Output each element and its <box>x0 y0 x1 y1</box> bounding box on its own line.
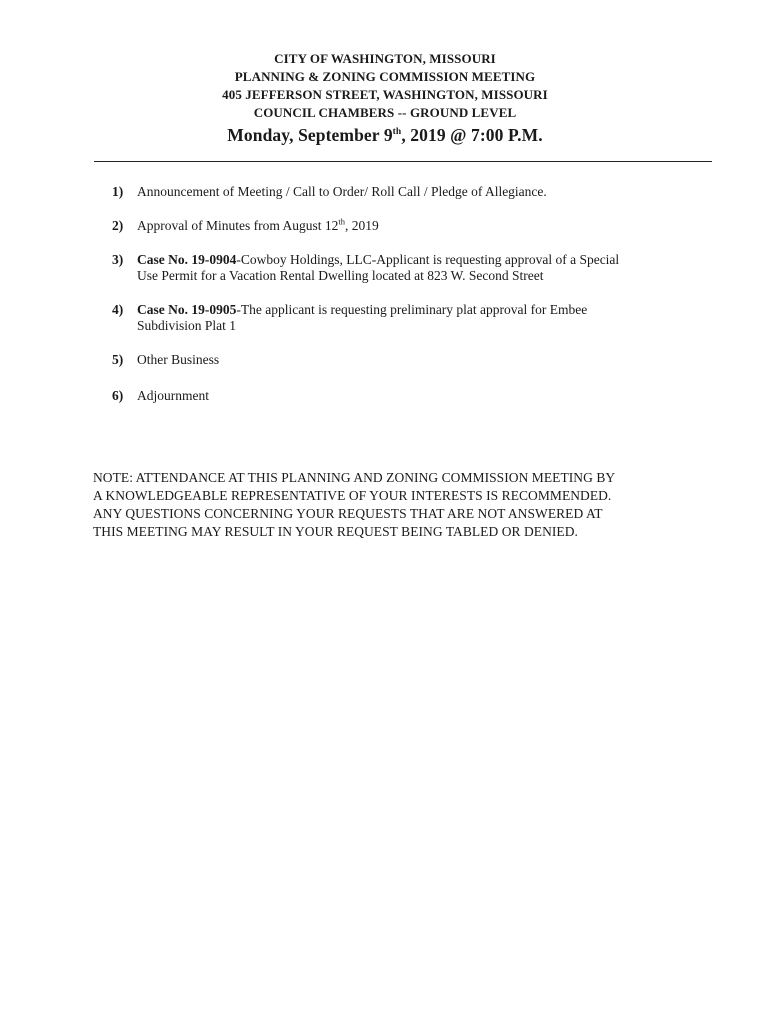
attendance-note <box>93 469 693 541</box>
case-number: Case No. 19-0905 <box>137 302 237 317</box>
agenda-item-line <box>137 302 704 318</box>
agenda-item-number: 2) <box>112 218 124 233</box>
header-city: CITY OF WASHINGTON, MISSOURI <box>274 51 496 66</box>
agenda-item-text: -Cowboy Holdings, LLC-Applicant is requesting approval of a Special <box>236 252 620 267</box>
agenda-item-number: 1) <box>112 184 124 199</box>
agenda-item-text: Other Business <box>137 352 220 367</box>
agenda-list <box>104 184 704 404</box>
agenda-item-text: Adjournment <box>137 388 209 403</box>
note-line: A KNOWLEDGEABLE REPRESENTATIVE OF YOUR INTERESTS IS RECOMMENDED. <box>93 488 612 503</box>
agenda-item-text-suffix: , 2019 <box>345 218 379 233</box>
agenda-item-text-continued: Use Permit for a Vacation Rental Dwelling located at 823 W. Second Street <box>137 268 544 283</box>
case-number: Case No. 19-0904 <box>137 252 237 267</box>
meeting-date-suffix: , 2019 @ 7:00 P.M. <box>401 125 543 145</box>
meeting-date-ordinal: th <box>392 127 402 138</box>
agenda-item-ordinal: th <box>338 216 345 227</box>
agenda-item-text: Announcement of Meeting / Call to Order/ Roll Call / Pledge of Allegiance. <box>137 184 547 199</box>
agenda-item-2 <box>104 218 704 234</box>
header-location: COUNCIL CHAMBERS -- GROUND LEVEL <box>253 105 517 120</box>
agenda-item-5 <box>104 352 704 368</box>
agenda-item-4 <box>104 302 704 334</box>
agenda-item-number: 4) <box>112 302 124 317</box>
agenda-item-number: 5) <box>112 352 124 367</box>
agenda-item-line <box>137 252 704 268</box>
agenda-item-number: 3) <box>112 252 124 267</box>
header-address: 405 JEFFERSON STREET, WASHINGTON, MISSOURI <box>222 87 548 102</box>
agenda-item-text-continued: Subdivision Plat 1 <box>137 318 237 333</box>
header-meeting-name: PLANNING & ZONING COMMISSION MEETING <box>234 69 536 84</box>
note-line: THIS MEETING MAY RESULT IN YOUR REQUEST BEING TABLED OR DENIED. <box>93 524 578 539</box>
agenda-item-3 <box>104 252 704 284</box>
agenda-item-text: Approval of Minutes from August 12 <box>137 218 339 233</box>
agenda-item-6 <box>104 388 704 404</box>
document-header <box>0 50 770 147</box>
note-line: ANY QUESTIONS CONCERNING YOUR REQUESTS THAT ARE NOT ANSWERED AT <box>93 506 603 521</box>
agenda-item-text: -The applicant is requesting preliminary plat approval for Embee <box>236 302 588 317</box>
meeting-date-prefix: Monday, September 9 <box>227 125 393 145</box>
agenda-item-1 <box>104 184 704 200</box>
header-divider <box>94 161 712 162</box>
meeting-date <box>0 123 770 147</box>
agenda-item-number: 6) <box>112 388 124 403</box>
note-line: NOTE: ATTENDANCE AT THIS PLANNING AND ZONING COMMISSION MEETING BY <box>93 470 616 485</box>
